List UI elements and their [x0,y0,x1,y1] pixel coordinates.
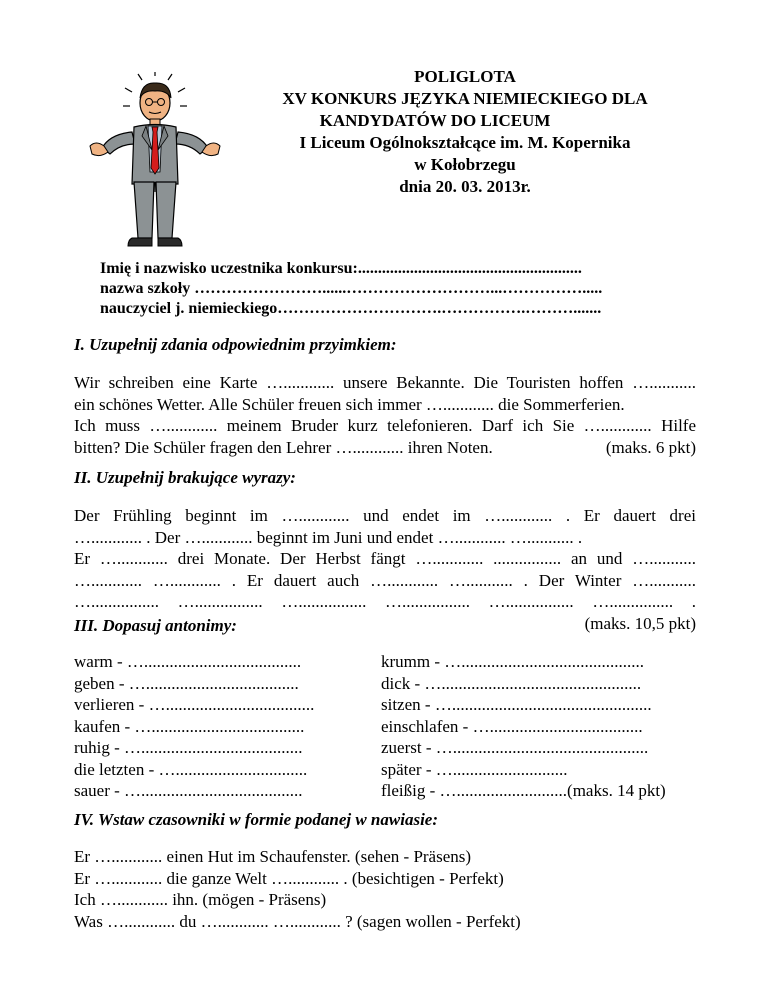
antonym-item: kaufen - ….................................... [74,716,305,736]
section4-line: Er …............ einen Hut im Schaufenster. (sehen - Präsens) [74,847,472,866]
header-line1: POLIGLOTA [414,67,516,86]
participant-fields [100,259,602,319]
antonym-item: krumm - …........................................... [381,652,645,671]
section2-line: …............ . Der …............ beginnt im Juni und endet …............ …........... . [74,527,583,547]
antonym-item: die letzten - …............................... [74,759,308,779]
antonym-item: dick - …............................................... [381,673,642,693]
antonym-item: sitzen - …............................................... [381,695,652,714]
section1-points: (maks. 6 pkt) [605,437,696,457]
section4-line: Was …............ du …............ …............ ? (sagen wollen - Perfekt) [74,911,521,931]
antonym-item: einschlafen - ….................................... [381,716,643,736]
antonym-item: ruhig - …...................................... [74,738,303,757]
antonym-item: sauer - …...................................... [74,781,303,800]
antonym-item: später - …........................... [381,759,568,779]
section4-title: IV. Wstaw czasowniki w formie podanej w nawiasie: [74,810,438,829]
antonym-item: verlieren - …................................... [74,695,315,714]
header-line3: KANDYDATÓW DO LICEUM [319,111,551,130]
header-line6: dnia 20. 03. 2013r. [399,177,531,196]
antonym-item: warm - …..................................... [74,652,302,671]
section1-text [74,372,696,458]
participant-name-field[interactable]: Imię i nazwisko uczestnika konkursu:........................................................ [100,260,582,277]
header-line2: XV KONKURS JĘZYKA NIEMIECKIEGO DLA [282,89,648,108]
antonym-item: fleißig - …..........................(maks. 14 pkt) [381,781,666,800]
section2-text [74,505,696,634]
section1-line: ein schönes Wetter. Alle Schüler freuen sich immer …............ die Sommerferien. [74,394,625,414]
antonyms-left-column [74,651,314,802]
section3-title: III. Dopasuj antonimy: [74,616,237,635]
header-line4: I Liceum Ogólnokształcące im. M. Kopernika [299,133,631,152]
section2-title: II. Uzupełnij brakujące wyrazy: [74,468,296,487]
section1-line: Ich muss …............ meinem Bruder kurz telefonieren. Darf ich Sie …............ Hilfe [74,416,696,435]
section2-points: (maks. 10,5 pkt) [584,613,696,633]
section2-line: …................ …................ …................ …................ …................ …............... . [74,592,696,611]
section1-line: bitten? Die Schüler fragen den Lehrer …............ ihren Noten. [74,437,493,457]
shrugging-man-icon [80,72,240,250]
antonym-item: zuerst - ….............................................. [381,738,649,757]
antonym-item: geben - ….................................... [74,673,299,693]
teacher-name-field[interactable]: nauczyciel j. niemieckiego………………………….…………….………....... [100,300,602,317]
section1-line: Wir schreiben eine Karte …............ unsere Bekannte. Die Touristen hoffen …........... [74,373,696,392]
section1-line [74,437,696,459]
section2-line: Der Frühling beginnt im …............ und endet im …............ . Er dauert drei [74,506,696,525]
section2-line: Er …............ drei Monate. Der Herbst fängt …............ ................ an und …........... [74,549,696,568]
section4-line: Er …............ die ganze Welt …............ . (besichtigen - Perfekt) [74,868,504,888]
antonyms-right-column [381,651,666,802]
section2-line: …............ …............ . Er dauert auch …............ …........... . Der Winter …........... [74,570,696,590]
section4-line: Ich …............ ihn. (mögen - Präsens) [74,890,327,909]
section1-title: I. Uzupełnij zdania odpowiednim przyimkiem: [74,335,397,354]
section4-text [74,846,521,932]
school-name-field[interactable]: nazwa szkoły ……………………......………………………...……………..... [100,280,603,297]
header-line5: w Kołobrzegu [414,155,516,174]
contest-header [250,66,680,198]
